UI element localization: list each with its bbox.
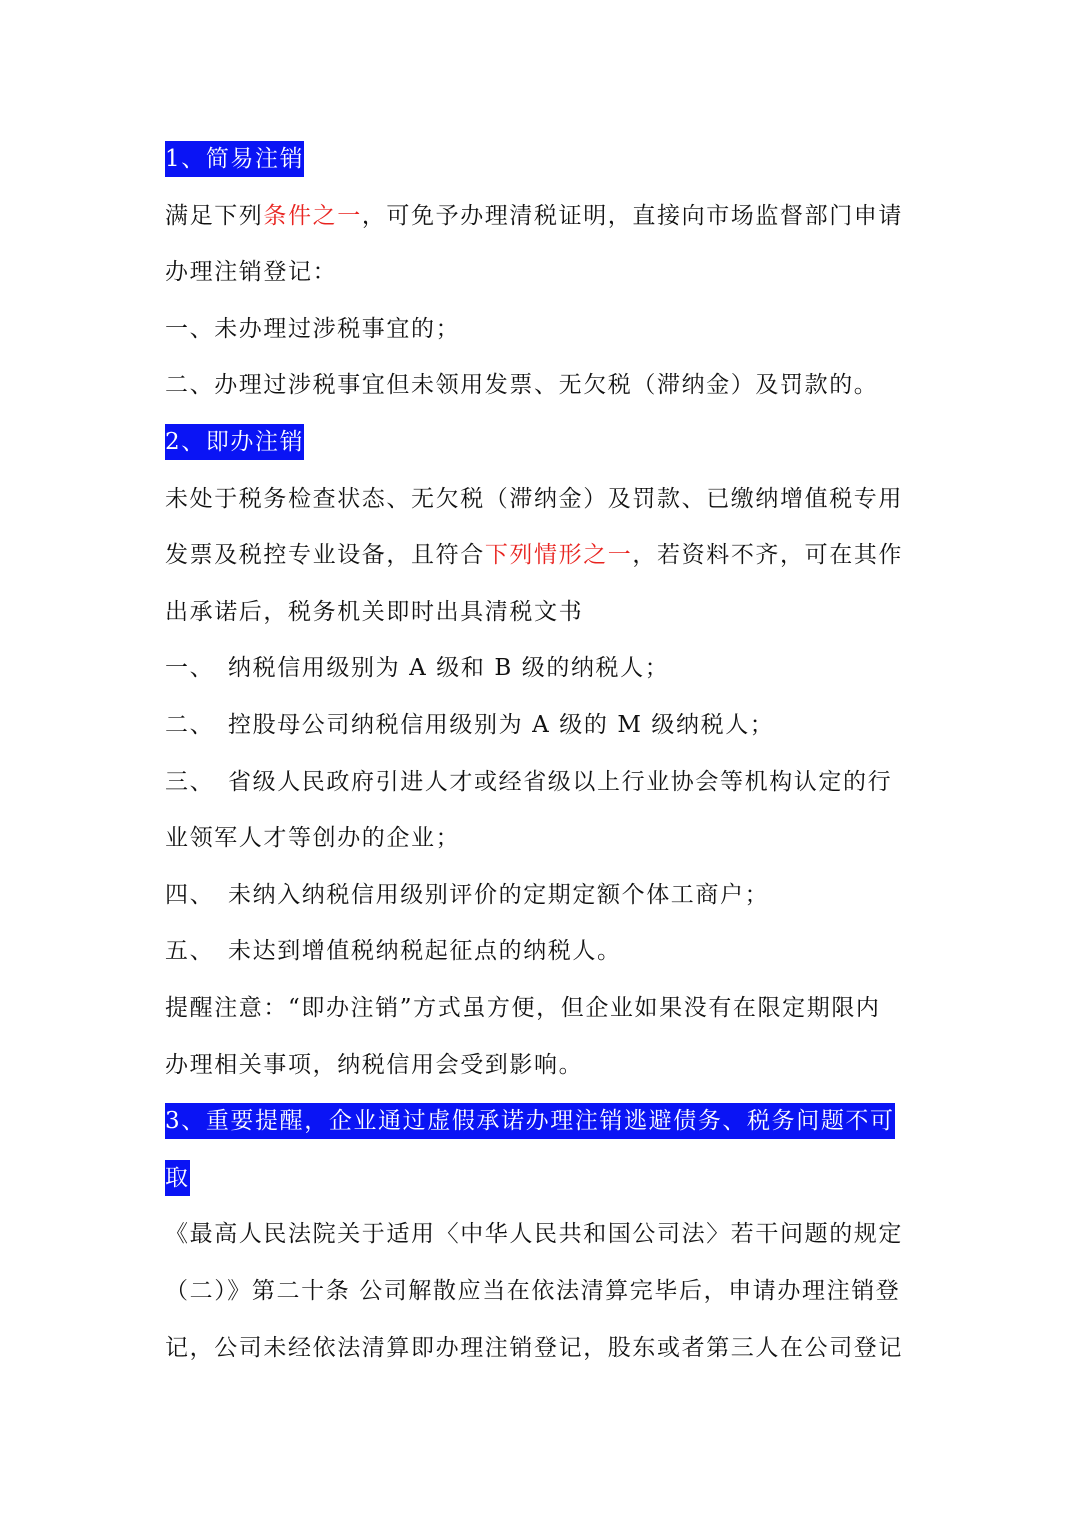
highlighted-text: 取 <box>165 1160 190 1196</box>
section-heading <box>165 1104 925 1138</box>
emphasis-text: 下列情形之一 <box>484 542 633 569</box>
paragraph-line <box>165 765 925 799</box>
text-run: 满足下列 <box>165 202 264 229</box>
paragraph-line <box>165 1048 925 1082</box>
text-run: 一、未办理过涉税事宜的； <box>165 315 461 342</box>
text-run: 省级人民政府引进人才或经省级以上行业协会等机构认定的行 <box>228 768 893 795</box>
text-run: 办理相关事项，纳税信用会受到影响。 <box>165 1051 584 1078</box>
highlighted-text: 1、简易注销 <box>165 141 304 177</box>
list-marker: 四、 <box>165 881 215 908</box>
text-run: 业领军人才等创办的企业； <box>165 825 461 852</box>
paragraph-line <box>165 199 925 233</box>
paragraph-line <box>165 651 925 685</box>
text-run: 未达到增值税纳税起征点的纳税人。 <box>228 938 622 965</box>
text-run: 二、办理过涉税事宜但未领用发票、无欠税（滞纳金）及罚款的。 <box>165 372 879 399</box>
text-run: 提醒注意：“即办注销”方式虽方便，但企业如果没有在限定期限内 <box>165 995 881 1021</box>
paragraph-line <box>165 991 925 1025</box>
text-run: 出承诺后，税务机关即时出具清税文书 <box>165 598 584 625</box>
section-heading <box>165 142 925 176</box>
text-run: （二）》第二十条 公司解散应当在依法清算完毕后，申请办理注销登 <box>165 1278 901 1304</box>
text-run: 发票及税控专业设备，且符合 <box>165 542 485 569</box>
paragraph-line <box>165 255 925 289</box>
list-marker: 三、 <box>165 768 215 795</box>
paragraph-line <box>165 1331 925 1365</box>
text-run: ，可免予办理清税证明，直接向市场监督部门申请 <box>361 202 904 229</box>
highlighted-text: 3、重要提醒，企业通过虚假承诺办理注销逃避债务、税务问题不可 <box>165 1103 895 1139</box>
text-run: 未处于税务检查状态、无欠税（滞纳金）及罚款、已缴纳增值税专用 <box>165 485 903 512</box>
list-marker: 二、 <box>165 712 215 738</box>
paragraph-line <box>165 821 925 855</box>
list-marker: 五、 <box>165 938 215 965</box>
text-run: 未纳入纳税信用级别评价的定期定额个体工商户； <box>228 881 770 908</box>
emphasis-text: 条件之一 <box>263 202 362 229</box>
paragraph-line <box>165 1274 925 1308</box>
paragraph-line <box>165 538 925 572</box>
paragraph-line <box>165 482 925 516</box>
paragraph-line <box>165 368 925 402</box>
text-run: 纳税信用级别为 A 级和 B 级的纳税人； <box>228 655 670 682</box>
text-run: 记，公司未经依法清算即办理注销登记，股东或者第三人在公司登记 <box>165 1334 903 1361</box>
text-run: 《最高人民法院关于适用〈中华人民共和国公司法〉若干问题的规定 <box>165 1221 903 1248</box>
paragraph-line <box>165 878 925 912</box>
section-heading <box>165 425 925 459</box>
paragraph-line <box>165 312 925 346</box>
text-run: 控股母公司纳税信用级别为 A 级的 M 级纳税人； <box>228 712 775 738</box>
text-run: 办理注销登记： <box>165 259 338 286</box>
paragraph-line <box>165 595 925 629</box>
highlighted-text: 2、即办注销 <box>165 424 304 460</box>
paragraph-line <box>165 708 925 742</box>
text-run: ，若资料不齐，可在其作 <box>632 542 904 569</box>
list-marker: 一、 <box>165 655 215 682</box>
section-heading <box>165 1161 925 1195</box>
paragraph-line <box>165 1217 925 1251</box>
paragraph-line <box>165 934 925 968</box>
